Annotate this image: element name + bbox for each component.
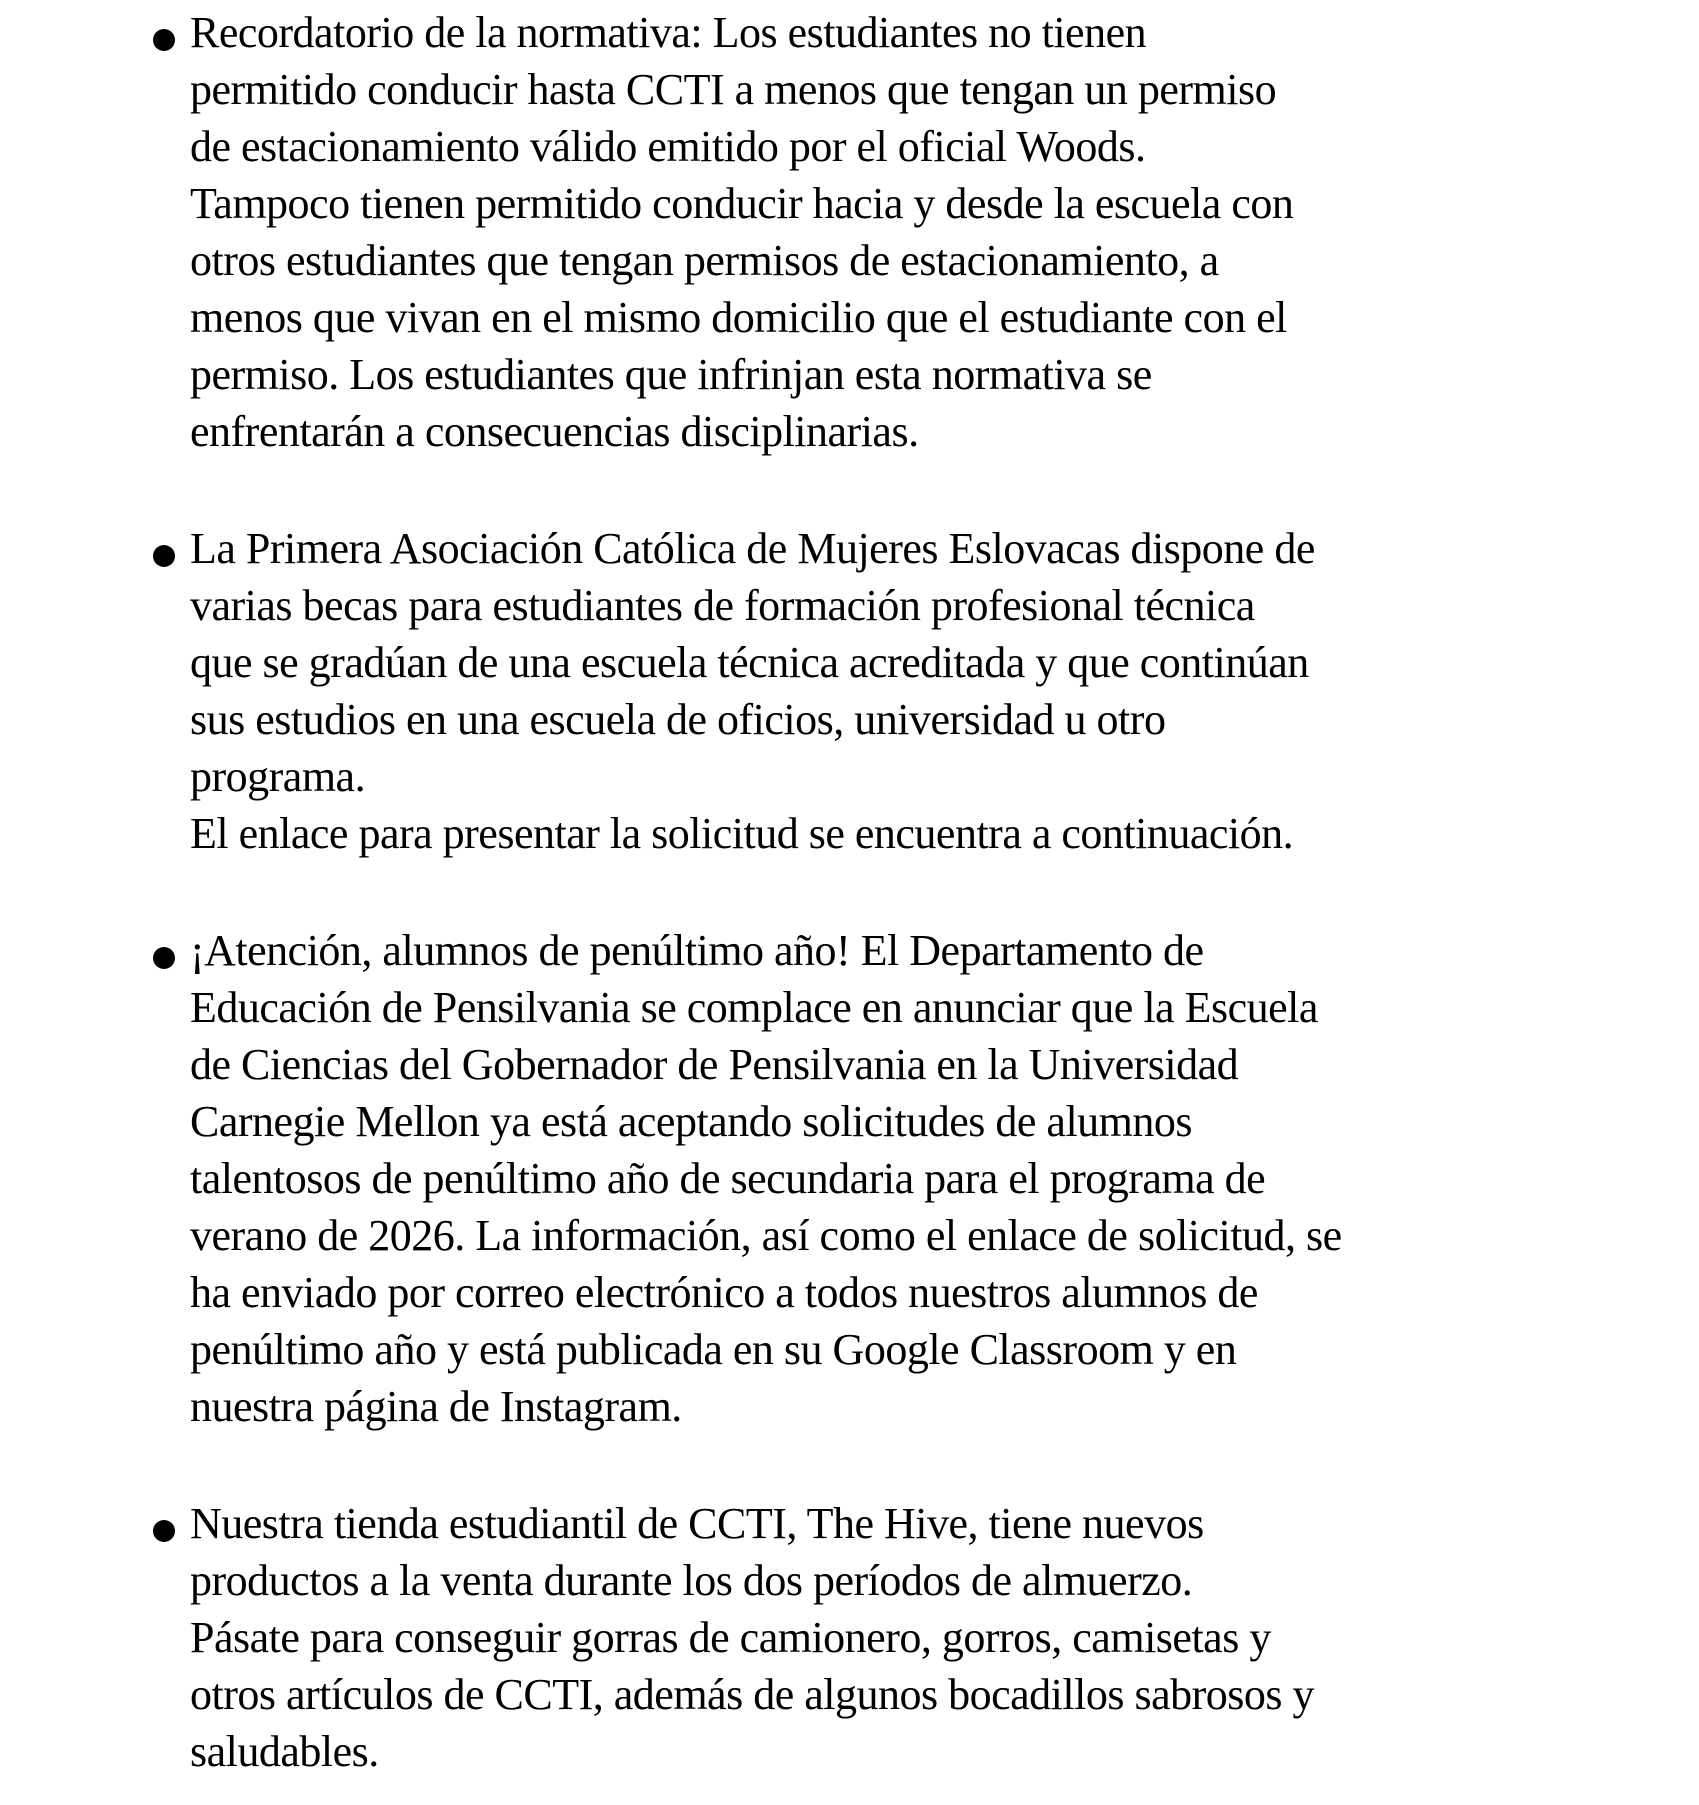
bullet-icon	[153, 947, 175, 969]
text-line: productos a la venta durante los dos períodos de almuerzo.	[190, 1556, 1193, 1605]
bullet-item-scholarships	[0, 520, 1699, 862]
text-line: Nuestra tienda estudiantil de CCTI, The Hive, tiene nuevos	[190, 1499, 1204, 1548]
text-line: otros estudiantes que tengan permisos de estacionamiento, a	[190, 236, 1219, 285]
bullet-item-parking-policy	[0, 4, 1699, 460]
text-line: La Primera Asociación Católica de Mujeres Eslovacas dispone de	[190, 524, 1315, 573]
text-line: talentosos de penúltimo año de secundaria para el programa de	[190, 1154, 1266, 1203]
bullet-icon	[153, 1520, 175, 1542]
text-line: menos que vivan en el mismo domicilio que el estudiante con el	[190, 293, 1287, 342]
bullet-icon	[153, 545, 175, 567]
bullet-item-governors-school	[0, 922, 1699, 1435]
text-line: permitido conducir hasta CCTI a menos que tengan un permiso	[190, 65, 1277, 114]
text-line: penúltimo año y está publicada en su Google Classroom y en	[190, 1325, 1237, 1374]
text-line: enfrentarán a consecuencias disciplinarias.	[190, 407, 919, 456]
text-line: sus estudios en una escuela de oficios, universidad u otro	[190, 695, 1166, 744]
text-line: Carnegie Mellon ya está aceptando solicitudes de alumnos	[190, 1097, 1193, 1146]
bullet-icon	[153, 29, 175, 51]
text-line: Educación de Pensilvania se complace en anunciar que la Escuela	[190, 983, 1318, 1032]
bullet-item-student-store	[0, 1495, 1699, 1780]
text-line: permiso. Los estudiantes que infrinjan esta normativa se	[190, 350, 1152, 399]
text-line: ha enviado por correo electrónico a todos nuestros alumnos de	[190, 1268, 1258, 1317]
text-line: verano de 2026. La información, así como el enlace de solicitud, se	[190, 1211, 1342, 1260]
text-line: de Ciencias del Gobernador de Pensilvania en la Universidad	[190, 1040, 1239, 1089]
text-line: de estacionamiento válido emitido por el oficial Woods.	[190, 122, 1146, 171]
text-line: nuestra página de Instagram.	[190, 1382, 682, 1431]
text-line: El enlace para presentar la solicitud se encuentra a continuación.	[190, 809, 1294, 858]
text-line: Pásate para conseguir gorras de camionero, gorros, camisetas y	[190, 1613, 1271, 1662]
text-line: otros artículos de CCTI, además de algunos bocadillos sabrosos y	[190, 1670, 1315, 1719]
text-line: varias becas para estudiantes de formación profesional técnica	[190, 581, 1255, 630]
text-line: que se gradúan de una escuela técnica acreditada y que continúan	[190, 638, 1309, 687]
text-line: ¡Atención, alumnos de penúltimo año! El Departamento de	[190, 926, 1204, 975]
text-line: saludables.	[190, 1727, 379, 1776]
text-line: programa.	[190, 752, 366, 801]
text-line: Recordatorio de la normativa: Los estudiantes no tienen	[190, 8, 1147, 57]
text-line: Tampoco tienen permitido conducir hacia y desde la escuela con	[190, 179, 1294, 228]
